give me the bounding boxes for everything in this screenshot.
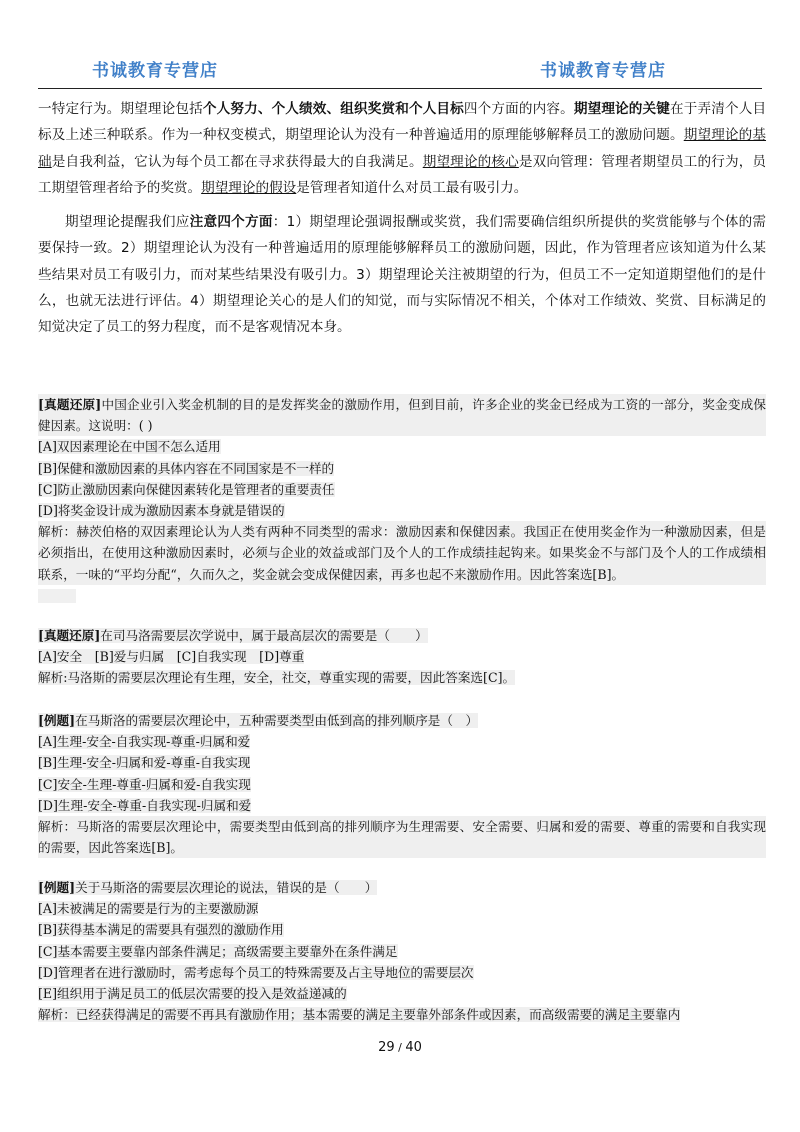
bold-text: 期望理论的关键 [573,101,671,117]
option-text: [B]生理-安全-归属和爱-尊重-自我实现 [38,755,251,771]
paragraph-four-aspects [38,209,766,340]
option-e [38,983,766,1004]
question-block-2 [38,625,766,689]
option-text: [A]双因素理论在中国不怎么适用 [38,439,221,455]
text-run: ：1）期望理论强调报酬或奖赏，我们需要确信组织所提供的奖赏能够与个体的需要保持一致。2）期望理论认为没有一种普遍适用的原理能够解释员工的激励问题，因此，作为管理者应该知道为什么某些结果对员工有吸引力，而对某些结果没有吸引力。3）期望理论关注被期望的行为，但员工不一定知道期望他们的是什么，也就无法进行评估。4）期望理论关心的是人们的知觉，而与实际情况不相关，个体对工作绩效、奖赏、目标满足的知觉决定了员工的努力程度，而不是客观情况本身。 [38,214,767,336]
underlined-text: 期望理论的核心 [422,153,519,170]
question-text: 在马斯洛的需要层次理论中，五种需要类型由低到高的排列顺序是（ ） [75,713,479,728]
option-a [38,898,766,919]
highlight-bar [38,589,76,603]
option-b [38,752,766,773]
page-separator: / [394,1041,406,1054]
header-divider [38,88,762,89]
option-text: [E]组织用于满足员工的低层次需要的投入是效益递减的 [38,986,347,1002]
text-run: 是双向管理：管理者期望员工的行为，员工期望管理者给予的奖赏。 [38,153,767,196]
header-store-name-right: 书诚教育专营店 [540,61,666,81]
option-text: [A]未被满足的需要是行为的主要激励源 [38,901,259,917]
question-text: 中国企业引入奖金机制的目的是发挥奖金的激励作用，但到目前，许多企业的奖金已经成为工资的一部分，奖金变成保健因素。这说明：( ) [38,397,767,434]
option-c [38,479,766,500]
question-tag: [真题还原] [38,397,102,412]
page-header [0,0,800,92]
option-d [38,795,766,816]
analysis-content: 解析：已经获得满足的需要不再具有激励作用；基本需要的满足主要靠外部条件或因素，而高级需要的满足主要靠内 [38,1007,681,1023]
total-pages: 40 [405,1040,422,1055]
question-tag: [例题] [38,880,76,895]
paragraph-expectancy-theory [38,96,766,201]
question-tag: [真题还原] [38,628,101,643]
option-text: [C]防止激励因素向保健因素转化是管理者的重要责任 [38,481,335,497]
option-text: [B]获得基本满足的需要具有强烈的激励作用 [38,922,284,938]
body-text [38,96,766,341]
option-d [38,962,766,983]
option-b [38,919,766,940]
option-text: [C]基本需要主要靠内部条件满足；高级需要主要靠外在条件满足 [38,943,398,959]
text-run: 一特定行为。期望理论包括 [38,101,203,117]
text-run: 四个方面的内容。 [463,101,574,117]
underlined-text: 期望理论的基础 [38,127,767,170]
option-text: [D]生理-安全-尊重-自我实现-归属和爱 [38,797,252,813]
text-run: 在于弄清个人目标及上述三种联系。作为一种权变模式，期望理论认为没有一种普遍适用的原理能够解释员工的激励问题。 [38,101,767,144]
option-text: [A]生理-安全-自我实现-尊重-归属和爱 [38,734,251,750]
text-run: 是自我利益，它认为每个员工都在寻求获得最大的自我满足。 [51,153,423,170]
analysis-text [38,667,766,688]
question-stem [38,877,766,898]
analysis-content: 解析:马洛斯的需要层次理论有生理，安全，社交，尊重实现的需要，因此答案选[C]。 [38,670,516,686]
option-d [38,500,766,521]
question-text: 关于马斯洛的需要层次理论的说法，错误的是（ ） [75,880,378,895]
question-stem [38,710,766,731]
option-text: [C]安全-生理-尊重-归属和爱-自我实现 [38,776,251,792]
question-stem [38,394,766,436]
analysis-text: 解析：赫茨伯格的双因素理论认为人类有两种不同类型的需求：激励因素和保健因素。我国正在使用奖金作为一种激励因素，但是必须指出，在使用这种激励因素时，必须与企业的效益或部门及个人的工作成绩挂起钩来。如果奖金不与部门及个人的工作成绩相联系，一味的“平均分配“，久而久之，奖金就会变成保健因素，再多也起不来激励作用。因此答案选[B]。 [38,521,766,585]
bold-text: 个人努力、个人绩效、组织奖赏和个人目标 [202,101,464,117]
option-a [38,731,766,752]
bold-text: 注意四个方面 [189,214,273,231]
current-page: 29 [378,1040,395,1055]
question-block-3 [38,710,766,858]
underlined-text: 期望理论的假设 [201,179,297,196]
option-c [38,941,766,962]
analysis-text [38,1004,766,1025]
option-text: [D]管理者在进行激励时，需考虑每个员工的特殊需要及占主导地位的需要层次 [38,964,474,980]
text-run: 是管理者知道什么对员工最有吸引力。 [296,179,528,196]
text-run: 期望理论提醒我们应 [65,214,190,231]
blank-line [38,585,766,606]
question-tag: [例题] [38,713,76,728]
question-stem [38,625,766,646]
analysis-text: 解析：马斯洛的需要层次理论中，需要类型由低到高的排列顺序为生理需要、安全需要、归属和爱的需要、尊重的需要和自我实现的需要，因此答案选[B]。 [38,816,766,858]
page-number [0,1040,800,1055]
option-text: [D]将奖金设计成为激励因素本身就是错误的 [38,503,285,519]
option-a [38,436,766,457]
option-b [38,458,766,479]
option-c [38,774,766,795]
question-text: 在司马洛需要层次学说中，属于最高层次的需要是（ ） [100,628,428,643]
question-block-1 [38,394,766,606]
header-store-name-left: 书诚教育专营店 [92,61,218,81]
question-block-4 [38,877,766,1025]
option-text: [B]保健和激励因素的具体内容在不同国家是不一样的 [38,460,335,476]
option-text: [A]安全 [B]爱与归属 [C]自我实现 [D]尊重 [38,649,305,665]
options-row [38,646,766,667]
